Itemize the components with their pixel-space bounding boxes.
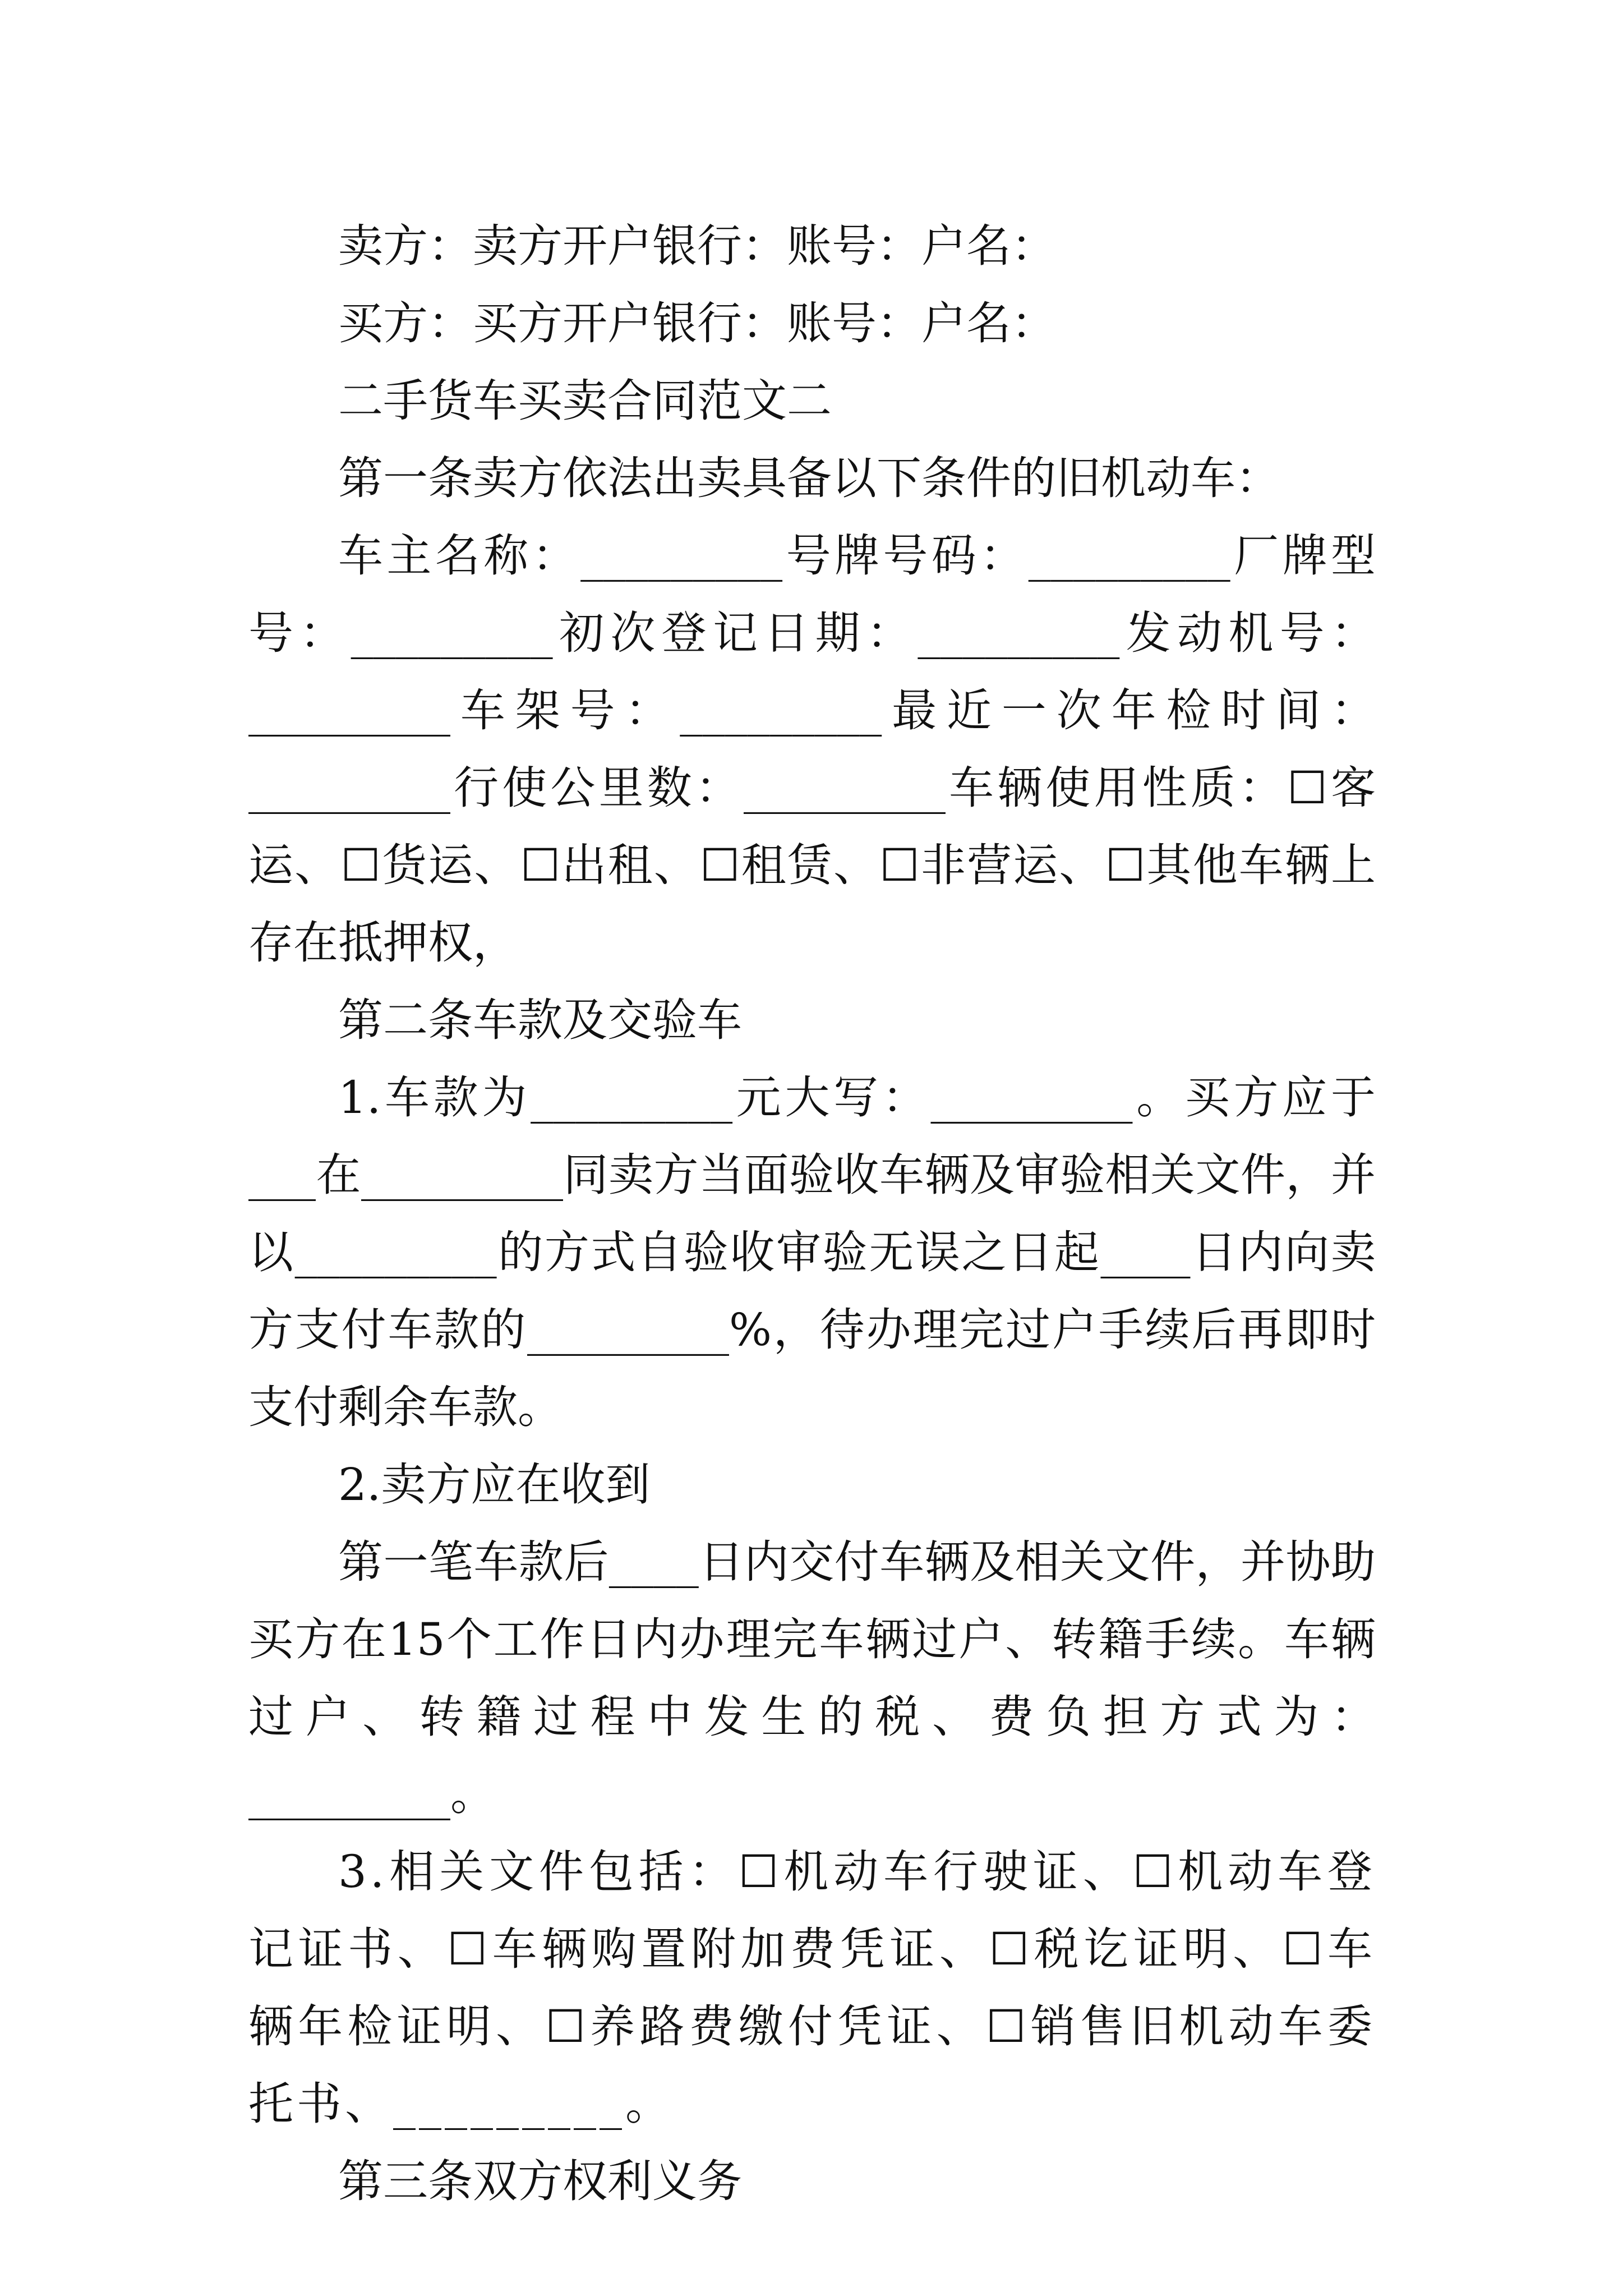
document-body <box>248 208 1376 2220</box>
article-1-heading: 第一条卖方依法出卖具备以下条件的旧机动车： <box>338 452 1280 504</box>
seller-delivery-intro: 2.卖方应在收到 <box>338 1458 651 1511</box>
buyer-bank-info: 买方：买方开户银行：账号：户名： <box>338 297 1056 349</box>
delivery-transfer-paragraph: 第一笔车款后____日内交付车辆及相关文件，并协助买方在15个工作日内办理完车辆过户、转籍手续。车辆过户、转籍过程中发生的税、费负担方式为：_________。 <box>248 1536 1376 1820</box>
related-documents-paragraph: 3.相关文件包括：☐机动车行驶证、☐机动车登记证书、☐车辆购置附加费凭证、☐税讫证明、☐车辆年检证明、☐养路费缴付凭证、☐销售旧机动车委托书、_________。 <box>248 1846 1376 2130</box>
contract-title: 二手货车买卖合同范文二 <box>338 375 832 427</box>
seller-bank-info: 卖方：卖方开户银行：账号：户名： <box>338 220 1056 272</box>
payment-terms-paragraph: 1.车款为_________元大写：_________。买方应于___在_________同卖方当面验收车辆及审验相关文件，并以_________的方式自验收审验无误之日起____日内向卖方支付车款的_________%，待办理完过户手续后再即时支付剩余车款。 <box>248 1071 1376 1433</box>
vehicle-details-paragraph: 车主名称：_________号牌号码：_________厂牌型号：_________初次登记日期：_________发动机号：_________车架号：_________最近一次年检时间：_________行使公里数：_________车辆使用性质：☐客运、☐货运、☐出租、☐租赁、☐非营运、☐其他车辆上存在抵押权， <box>248 530 1376 969</box>
article-2-heading: 第二条车款及交验车 <box>338 994 742 1046</box>
article-3-heading: 第三条双方权利义务 <box>338 2155 742 2207</box>
